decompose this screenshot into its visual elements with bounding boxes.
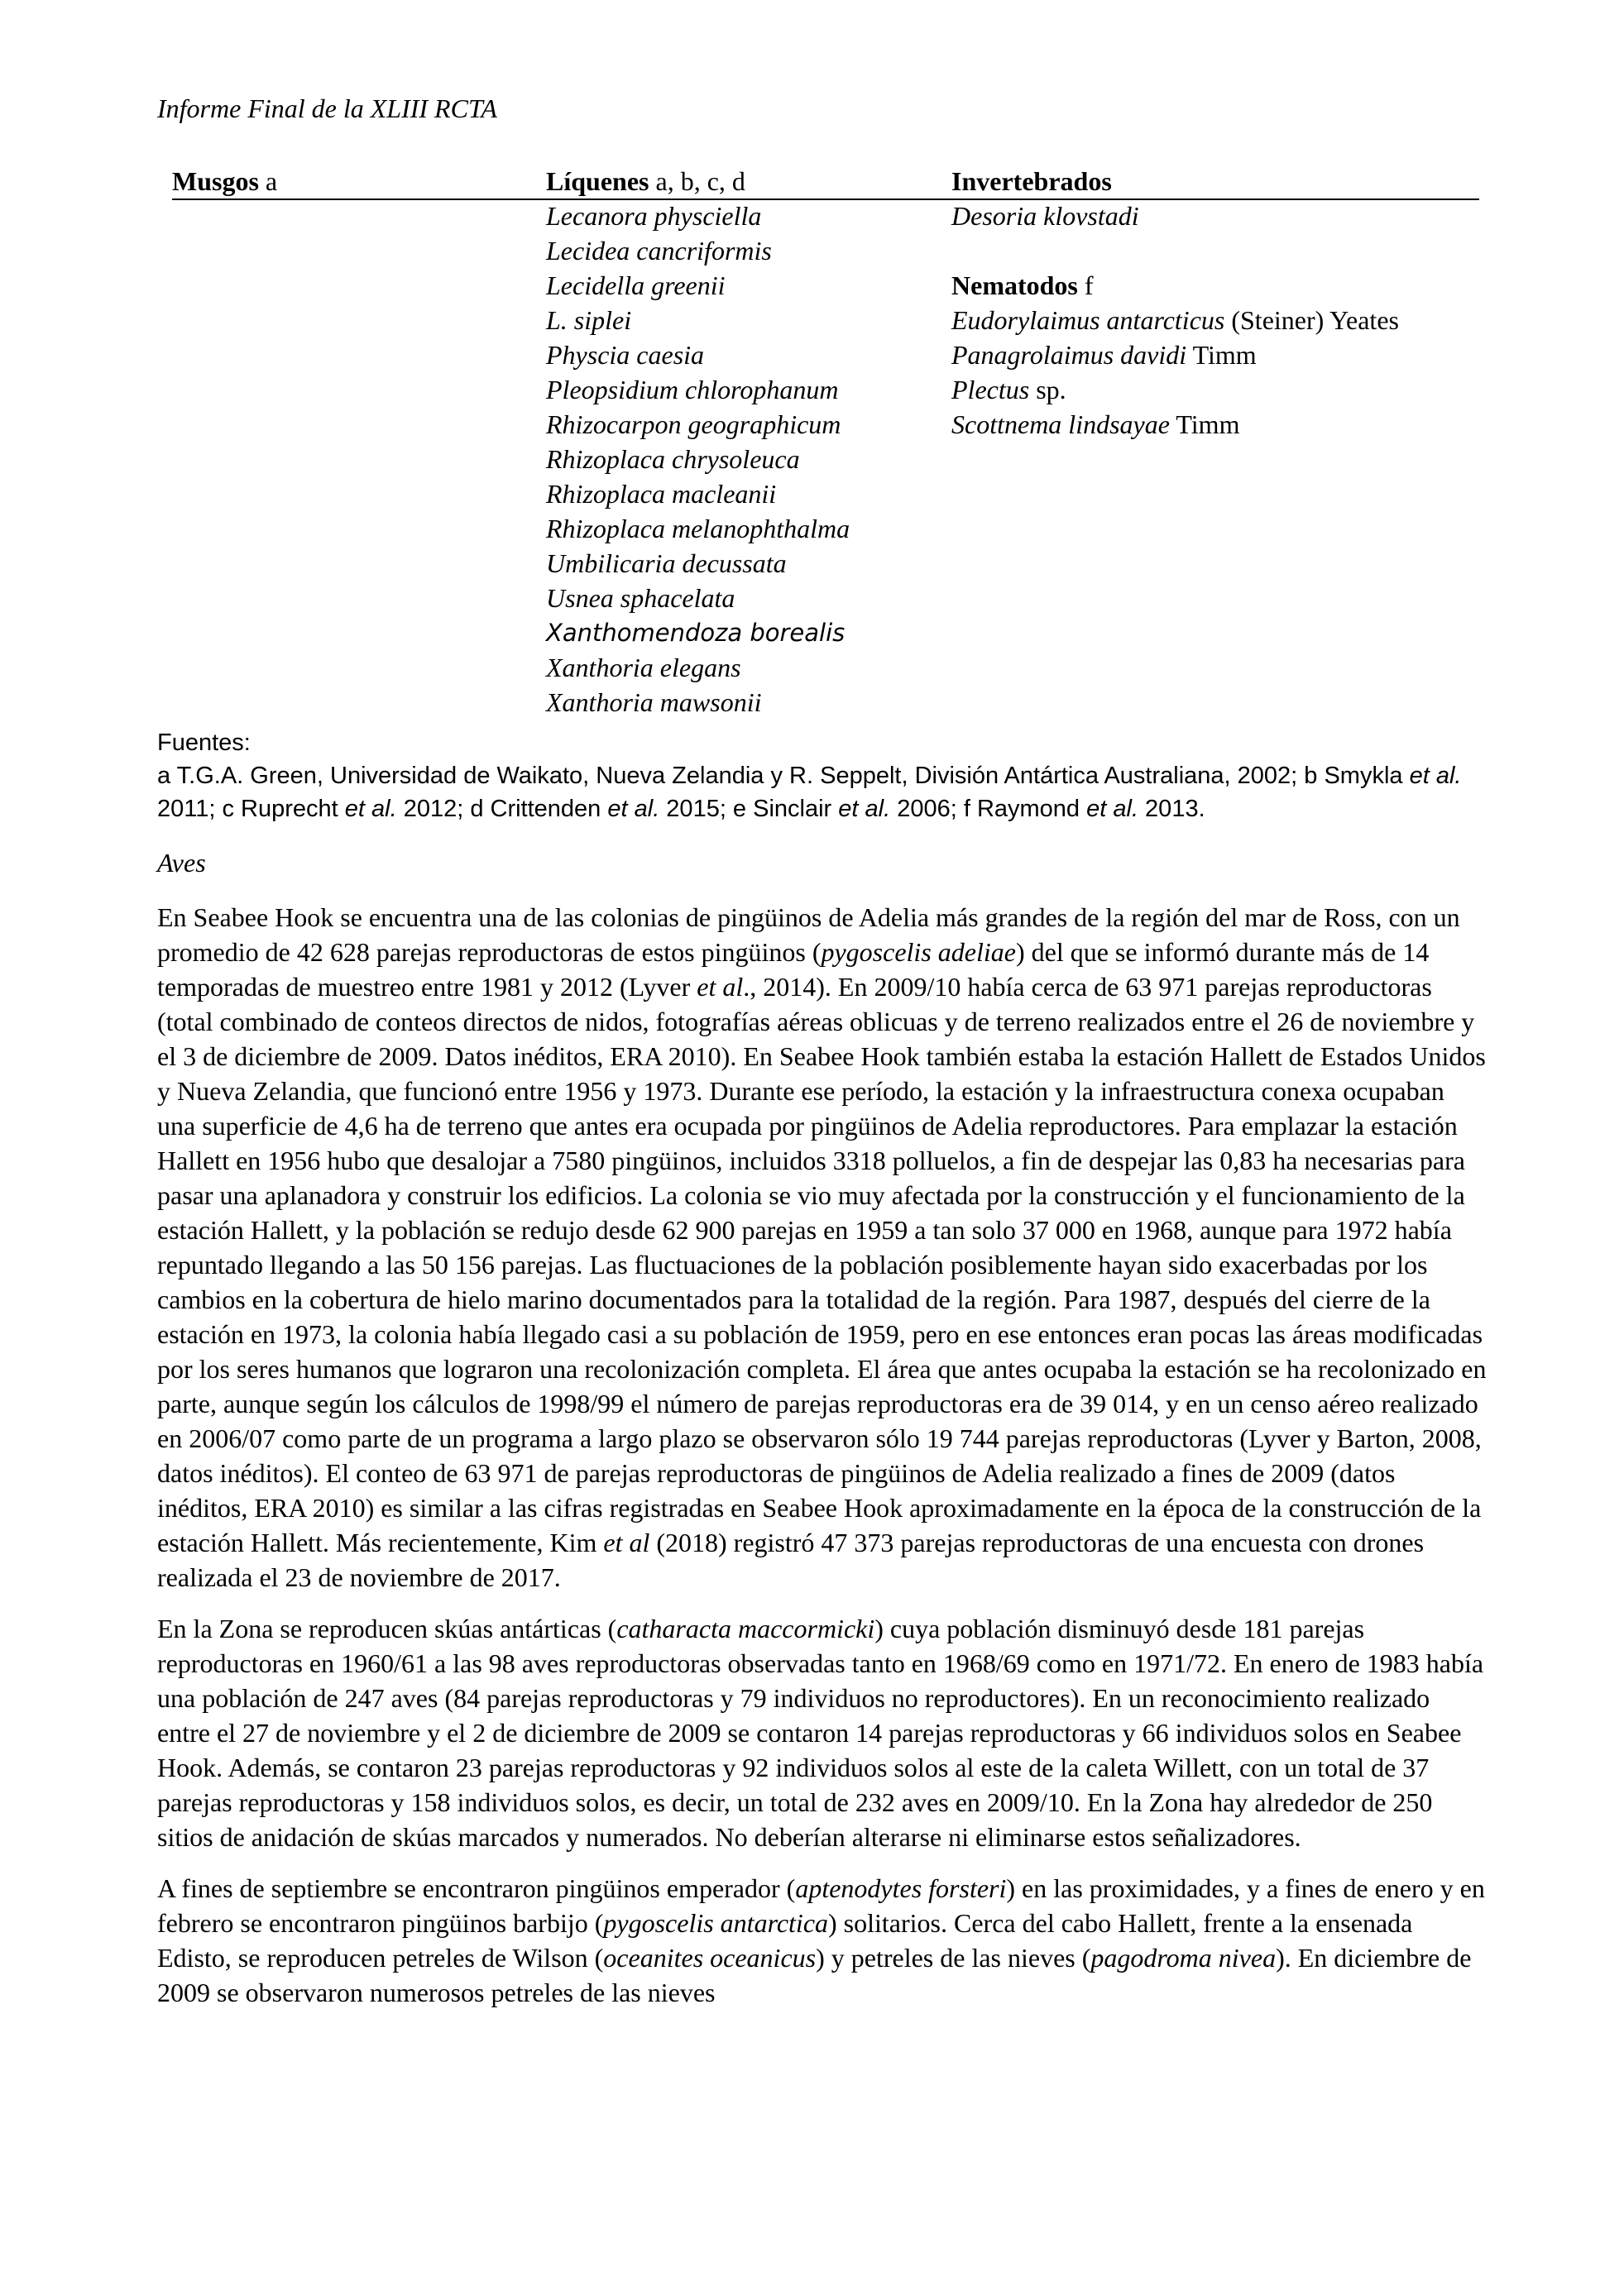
species-name: Panagrolaimus davidi [951,340,1187,370]
species-name: catharacta maccormicki [616,1614,875,1643]
sources-part: 2015; e Sinclair [659,796,839,822]
list-item: Lecidella greenii [546,270,726,300]
sources-part: 2012; d Crittenden [396,796,608,822]
running-header: Informe Final de la XLIII RCTA [157,93,497,123]
sources-part: 2013. [1138,796,1205,822]
birds-paragraph-1 [157,900,1489,1595]
species-name: Plectus [951,375,1030,404]
invertebrates-column [951,164,1399,442]
nematodes-list [951,303,1399,442]
list-item [951,199,1399,233]
sources-part: 2006; f Raymond [890,796,1087,822]
invertebrates-list [951,199,1399,233]
species-author: Timm [1186,340,1257,370]
mosses-title: Musgos [172,166,259,196]
list-item: Rhizocarpon geographicum [546,409,841,439]
text-run: ) cuya población disminuyó desde 181 parejas reproductoras en 1960/61 a las 98 aves reproductoras observadas tanto en 1968/69 como en 1971/72. En enero de 1983 había una población de 247 aves (84 parejas reproductoras y 79 individuos no reproductores). En un reconocimiento realizado entre el 27 de noviembre y el 2 de diciembre de 2009 se contaron 14 parejas reproductoras y 66 individuos solos en Seabee Hook. Además, se contaron 23 parejas reproductoras y 92 individuos solos al este de la caleta Willett, con un total de 37 parejas reproductoras y 158 individuos solos, es decir, un total de 232 aves en 2009/10. En la Zona hay alrededor de 250 sitios de anidación de skúas marcados y numerados. No deberían alterarse ni eliminarse estos señalizadores. [157,1614,1484,1852]
species-name: oceanites oceanicus [603,1943,817,1973]
text-run: ) solitarios. Cerca del cabo Hallett, frente a la ensenada Edisto, se reproducen petreles de Wilson ( [157,1908,1413,1973]
invertebrates-header [951,164,1399,199]
list-item [951,337,1399,372]
birds-paragraph-2 [157,1611,1489,1854]
list-item: Lecidea cancriformis [546,236,772,265]
sources-part: et al. [607,796,660,822]
species-author: sp. [1029,375,1066,404]
list-item: Rhizoplaca melanophthalma [546,514,850,543]
species-name: Eudorylaimus antarcticus [951,305,1225,335]
mosses-refs: a [258,166,278,196]
invertebrates-title: Invertebrados [951,166,1112,196]
lichens-list [546,199,850,720]
text-run: En la Zona se reproducen skúas antárticas ( [157,1614,617,1643]
list-item [951,407,1399,442]
nematodes-header [951,268,1399,303]
text-run: ) y petreles de las nieves ( [816,1943,1091,1973]
list-item: Rhizoplaca chrysoleuca [546,444,800,474]
text-run: ) del que se informó durante más de 14 temporadas de muestreo entre 1981 y 2012 (Lyver [157,937,1430,1002]
text-run: et al [603,1528,650,1557]
text-run: (2018) registró 47 373 parejas reproductoras de una encuesta con drones realizada el 23 de noviembre de 2017. [157,1528,1425,1592]
nematodes-title: Nematodos [951,270,1078,300]
text-run: En Seabee Hook se encuentra una de las colonias de pingüinos de Adelia más grandes de la región del mar de Ross, con un promedio de 42 628 parejas reproductoras de estos pingüinos ( [157,902,1460,967]
mosses-column [172,164,277,199]
species-name: Desoria klovstadi [951,201,1139,231]
sources-text [157,759,1502,825]
text-run: ) en las proximidades, y a fines de enero y en febrero se encontraron pingüinos barbijo ( [157,1873,1485,1938]
list-item: Xanthomendoza borealis [546,619,846,647]
lichens-header [546,164,850,199]
sources-part: et al. [838,796,891,822]
list-item: Xanthoria mawsonii [546,687,762,717]
mosses-header [172,164,277,199]
list-item: Rhizoplaca macleanii [546,479,777,509]
species-author: (Steiner) Yeates [1224,305,1399,335]
nematodes-refs: f [1077,270,1094,300]
list-item: Umbilicaria decussata [546,548,787,578]
text-run: ., 2014). En 2009/10 había cerca de 63 971 parejas reproductoras (total combinado de conteos directos de nidos, fotografías aéreas oblicuas y de terreno realizados entre el 26 de noviembre y el 3 de diciembre de 2009. Datos inéditos, ERA 2010). En Seabee Hook también estaba la estación Hallett de Estados Unidos y Nueva Zelandia, que funcionó entre 1956 y 1973. Durante ese período, la estación y la infraestructura conexa ocupaban una superficie de 4,6 ha de terreno que antes era ocupada por pingüinos de Adelia reproductores. Para emplazar la estación Hallett en 1956 hubo que desalojar a 7580 pingüinos, incluidos 3318 polluelos, a fin de despejar las 0,83 ha necesarias para pasar una aplanadora y construir los edificios. La colonia se vio muy afectada por la construcción y el funcionamiento de la estación Hallett, y la población se redujo desde 62 900 parejas en 1959 a tan solo 37 000 en 1968, aunque para 1972 había repuntado llegando a las 50 156 parejas. Las fluctuaciones de la población posiblemente hayan sido exacerbadas por los cambios en la cobertura de hielo marino documentados para la totalidad de la región. Para 1987, después del cierre de la estación en 1973, la colonia había llegado casi a su población de 1959, pero en ese entonces eran pocas las áreas modificadas por los seres humanos que lograron una recolonización completa. El área que antes ocupaba la estación se ha recolonizado en parte, aunque según los cálculos de 1998/99 el número de parejas reproductoras era de 39 014, y en un censo aéreo realizado en 2006/07 como parte de un programa a largo plazo se observaron sólo 19 744 parejas reproductoras (Lyver y Barton, 2008, datos inéditos). El conteo de 63 971 de parejas reproductoras de pingüinos de Adelia realizado a fines de 2009 (datos inéditos, ERA 2010) es similar a las cifras registradas en Seabee Hook aproximadamente en la época de la construcción de la estación Hallett. Más recientemente, Kim [157,972,1487,1557]
sources-label: Fuentes: [157,729,251,756]
text-run: A fines de septiembre se encontraron pingüinos emperador ( [157,1873,796,1903]
sources-part: 2011; c Ruprecht [157,796,345,822]
species-author: Timm [1169,409,1240,439]
species-name: aptenodytes forsteri [795,1873,1007,1903]
lichens-column [546,164,850,720]
text-run: et al [697,972,744,1002]
sources-part: et al. [1409,763,1462,789]
list-item: Xanthoria elegans [546,653,741,682]
species-name: pygoscelis antarctica [603,1908,829,1938]
species-table [157,164,1481,726]
species-name: pagodroma nivea [1090,1943,1277,1973]
sources-part: et al. [1086,796,1138,822]
sources-part: a T.G.A. Green, Universidad de Waikato, Nueva Zelandia y R. Seppelt, División Antártica Australiana, 2002; b Smykla [157,763,1410,789]
birds-heading: Aves [157,848,206,878]
list-item: Physcia caesia [546,340,705,370]
list-item: Lecanora physciella [546,201,762,231]
sources-block [157,726,1502,825]
birds-paragraph-3 [157,1871,1489,2010]
species-name: Scottnema lindsayae [951,409,1170,439]
sources-part: et al. [344,796,397,822]
species-name: pygoscelis adeliae [821,937,1016,967]
list-item: L. siplei [546,305,632,335]
document-page [157,91,1487,2026]
text-run: ). En diciembre de 2009 se observaron numerosos petreles de las nieves [157,1943,1472,2007]
lichens-refs: a, b, c, d [649,166,745,196]
list-item: Usnea sphacelata [546,583,735,613]
lichens-title: Líquenes [546,166,649,196]
list-item: Pleopsidium chlorophanum [546,375,839,404]
list-item [951,372,1399,407]
list-item [951,303,1399,337]
